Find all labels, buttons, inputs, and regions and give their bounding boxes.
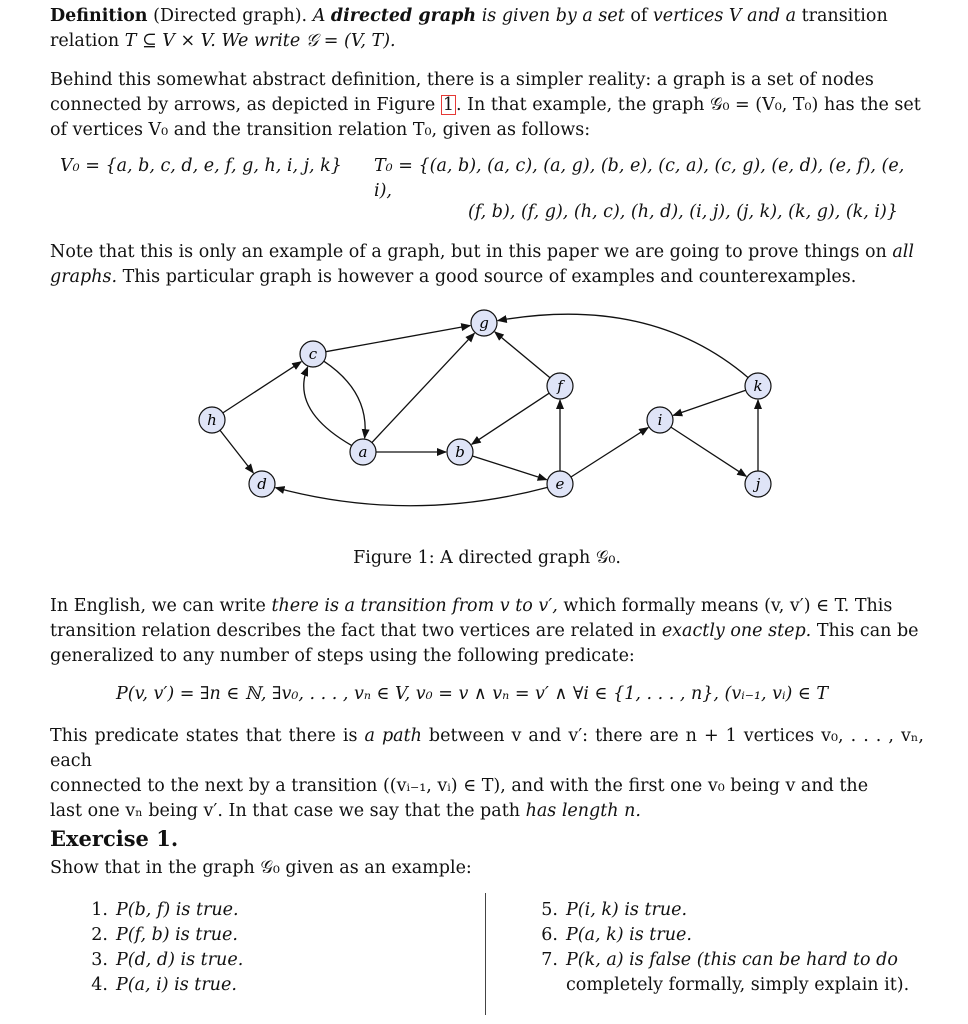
node-label: i xyxy=(657,411,663,429)
node-label: g xyxy=(479,314,489,332)
edge-b-e xyxy=(472,456,546,480)
graph-node-j xyxy=(745,471,771,497)
list-item: 1. P(b, f) is true. xyxy=(91,900,239,920)
edge-h-d xyxy=(220,430,253,473)
graph-node-b xyxy=(447,439,473,465)
graph-node-a xyxy=(350,439,376,465)
transition-set-line2: (f, b), (f, g), (h, c), (h, d), (i, j), (j, k), (k, g), (k, i)} xyxy=(468,202,898,222)
exercise-intro: Show that in the graph 𝒢₀ given as an example: xyxy=(50,858,472,878)
node-label: c xyxy=(308,345,318,363)
graph-node-i xyxy=(647,407,673,433)
edge-f-g xyxy=(495,332,550,378)
node-label: j xyxy=(755,475,761,493)
list-item: 6. P(a, k) is true. xyxy=(541,925,692,945)
column-divider xyxy=(485,893,486,1015)
list-item: 3. P(d, d) is true. xyxy=(91,950,244,970)
node-label: h xyxy=(207,411,217,429)
graph-node-k xyxy=(745,373,771,399)
graph-node-f xyxy=(547,373,573,399)
definition-label: Definition xyxy=(50,6,148,26)
transition-set-line1: T₀ = {(a, b), (a, c), (a, g), (b, e), (c, a), (c, g), (e, d), (e, f), (e, i), xyxy=(374,156,905,201)
figure-reference-link[interactable]: 1 xyxy=(442,95,454,115)
edge-e-d xyxy=(276,487,548,505)
exercise-list-right xyxy=(528,898,909,998)
node-label: d xyxy=(257,475,267,493)
path-predicate: P(v, v′) = ∃n ∈ ℕ, ∃v₀, . . . , vₙ ∈ V, v₀ = v ∧ vₙ = v′ ∧ ∀i ∈ {1, . . . , n}, (vᵢ₋₁, vᵢ) ∈ T xyxy=(116,684,829,704)
edge-a-g xyxy=(372,333,475,442)
node-label: k xyxy=(753,377,763,395)
english-paragraph: In English, we can write there is a transition from v to v′, which formally means (v, v′) ∈ T. This transition relation describes the fact that two vertices are related in exactly one step. This can be generalized to any number of steps using the following predicate: xyxy=(50,596,919,666)
exercise-list-left xyxy=(78,898,243,998)
edge-f-b xyxy=(472,393,549,444)
node-label: e xyxy=(555,475,565,493)
edge-h-c xyxy=(223,362,301,413)
graph-node-c xyxy=(300,341,326,367)
node-label: b xyxy=(455,443,465,461)
exercise-title: Exercise 1. xyxy=(50,826,179,851)
node-label: f xyxy=(557,377,563,395)
graph-node-d xyxy=(249,471,275,497)
graph-node-g xyxy=(471,310,497,336)
intro-paragraph: Behind this somewhat abstract definition, there is a simpler reality: a graph is a set of nodes connected by arrows, as depicted in Figure 1 . In that example, the graph 𝒢₀ = (V₀, T₀) has the set of vertices V₀ and the transition relation T₀, given as follows: xyxy=(50,70,921,140)
directed-graph-figure xyxy=(50,302,924,542)
graph-node-e xyxy=(547,471,573,497)
list-item: 4. P(a, i) is true. xyxy=(91,975,237,995)
edge-i-j xyxy=(671,427,746,476)
list-item: 7. P(k, a) is false (this can be hard to do xyxy=(541,950,898,970)
node-label: a xyxy=(358,443,368,461)
edge-e-i xyxy=(571,428,648,477)
predicate-paragraph: This predicate states that there is a path between v and v′: there are n + 1 vertices v₀, . . . , vₙ, each connected to the next by a transition ((vᵢ₋₁, vᵢ) ∈ T), and with the first one v₀ being v and the last one vₙ being v′. In that case we say that the path has length n. xyxy=(50,726,924,821)
edge-k-i xyxy=(673,390,745,415)
note-paragraph: Note that this is only an example of a graph, but in this paper we are going to prove things on all graphs. This particular graph is however a good source of examples and counterexamples. xyxy=(50,242,915,287)
edge-c-g xyxy=(326,325,470,351)
edge-k-g xyxy=(498,314,748,377)
figure-caption: Figure 1: A directed graph 𝒢₀. xyxy=(353,548,621,568)
list-item: 5. P(i, k) is true. xyxy=(541,900,688,920)
graph-node-h xyxy=(199,407,225,433)
vertex-set: V₀ = {a, b, c, d, e, f, g, h, i, j, k} xyxy=(60,156,342,176)
edge-c-a xyxy=(324,361,365,438)
list-item: completely formally, simply explain it). xyxy=(566,975,910,995)
defined-term: directed graph xyxy=(330,6,477,26)
definition-paragraph: Definition (Directed graph). A directed graph is given by a set of vertices V and a transition relation T ⊆ V × V. We write 𝒢 = (V, T). xyxy=(50,6,888,51)
list-item: 2. P(f, b) is true. xyxy=(91,925,238,945)
